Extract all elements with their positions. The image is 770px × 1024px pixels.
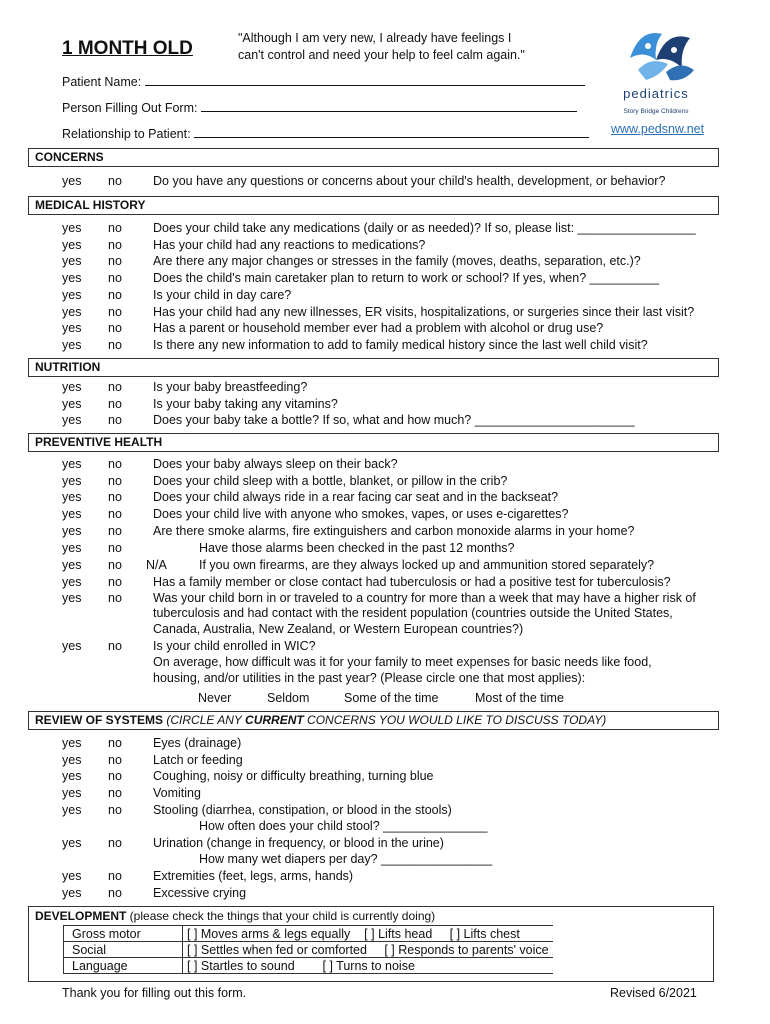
question-text: Is your baby breastfeeding? <box>153 380 308 394</box>
dev-label: Language <box>64 958 183 974</box>
yes-option[interactable]: yes <box>62 221 82 235</box>
question-text: Does your child live with anyone who smokes, vapes, or uses e-cigarettes? <box>153 507 569 521</box>
patient-name-field[interactable] <box>62 74 585 89</box>
no-option[interactable]: no <box>108 803 122 817</box>
no-option[interactable]: no <box>108 507 122 521</box>
page-title: 1 MONTH OLD <box>62 38 193 59</box>
yes-option[interactable]: yes <box>62 541 82 555</box>
question-text: Has a family member or close contact had tuberculosis or had a positive test for tuberculosis? <box>153 575 671 589</box>
checkbox-moves-arms[interactable]: [ ] Moves arms & legs equally <box>187 926 351 941</box>
option-most-of-the-time[interactable]: Most of the time <box>475 691 564 705</box>
no-option[interactable]: no <box>108 541 122 555</box>
dev-row-language <box>64 958 553 974</box>
question-text: Does your baby always sleep on their back? <box>153 457 398 471</box>
question-text: tuberculosis and had contact with the resident population (countries outside the United States, <box>153 606 673 620</box>
no-option[interactable]: no <box>108 836 122 850</box>
section-concerns: CONCERNS <box>28 148 719 167</box>
yes-option[interactable]: yes <box>62 836 82 850</box>
ros-item: Excessive crying <box>153 886 247 900</box>
no-option[interactable]: no <box>108 321 122 335</box>
dev-items <box>183 926 553 942</box>
yes-option[interactable]: yes <box>62 639 82 653</box>
no-option[interactable]: no <box>108 524 122 538</box>
yes-option[interactable]: yes <box>62 254 82 268</box>
yes-option[interactable]: yes <box>62 803 82 817</box>
yes-option[interactable]: yes <box>62 321 82 335</box>
yes-option[interactable]: yes <box>62 490 82 504</box>
dev-items <box>183 958 553 974</box>
question-text: Are there smoke alarms, fire extinguishers and carbon monoxide alarms in your home? <box>153 524 635 538</box>
question-text: Does your child take any medications (daily or as needed)? If so, please list: _________________ <box>153 221 696 235</box>
yes-option[interactable]: yes <box>62 769 82 783</box>
no-option[interactable]: no <box>108 769 122 783</box>
question-text: Does your child sleep with a bottle, blanket, or pillow in the crib? <box>153 474 508 488</box>
no-option[interactable]: no <box>108 753 122 767</box>
no-option[interactable]: no <box>108 490 122 504</box>
yes-option[interactable]: yes <box>62 507 82 521</box>
yes-option[interactable]: yes <box>62 591 82 605</box>
question-text: Are there any major changes or stresses in the family (moves, deaths, separation, etc.)? <box>153 254 641 268</box>
question-text: Is your baby taking any vitamins? <box>153 397 338 411</box>
yes-option[interactable]: yes <box>62 397 82 411</box>
logo-sub: Story Bridge Childrens <box>623 108 689 115</box>
no-option[interactable]: no <box>108 380 122 394</box>
question-text: On average, how difficult was it for your family to meet expenses for basic needs like food, <box>153 655 652 669</box>
no-option[interactable]: no <box>108 305 122 319</box>
question-text: Has a parent or household member ever had a problem with alcohol or drug use? <box>153 321 604 335</box>
header-quote: "Although I am very new, I already have feelings I can't control and need your help to feel calm again." <box>238 31 525 62</box>
question-text: Is your child enrolled in WIC? <box>153 639 316 653</box>
ros-item: Eyes (drainage) <box>153 736 242 750</box>
no-option[interactable]: no <box>108 869 122 883</box>
question-text: Has your child had any new illnesses, ER visits, hospitalizations, or surgeries since their last visit? <box>153 305 695 319</box>
question-text: Do you have any questions or concerns about your child's health, development, or behavior? <box>153 174 666 188</box>
no-option[interactable]: no <box>108 591 122 605</box>
no-option[interactable]: no <box>108 786 122 800</box>
yes-option[interactable]: yes <box>62 474 82 488</box>
no-option[interactable]: no <box>108 457 122 471</box>
question-text: Is your child in day care? <box>153 288 292 302</box>
no-option[interactable]: no <box>108 338 122 352</box>
section-preventive-health: PREVENTIVE HEALTH <box>28 433 719 452</box>
development-subtitle: (please check the things that your child is currently doing) <box>126 909 436 923</box>
ros-subtitle-pre: (CIRCLE ANY <box>166 713 246 727</box>
option-never[interactable]: Never <box>198 691 232 705</box>
question-text: Is there any new information to add to family medical history since the last well child visit? <box>153 338 648 352</box>
section-medical-history: MEDICAL HISTORY <box>28 196 719 215</box>
question-text: If you own firearms, are they always locked up and ammunition stored separately? <box>199 558 655 572</box>
section-nutrition: NUTRITION <box>28 358 719 377</box>
section-development <box>28 906 714 982</box>
option-some-of-the-time[interactable]: Some of the time <box>344 691 439 705</box>
no-option[interactable]: no <box>108 639 122 653</box>
checkbox-lifts-chest[interactable]: [ ] Lifts chest <box>449 926 520 941</box>
relationship-line[interactable] <box>194 126 589 138</box>
yes-option[interactable]: yes <box>62 457 82 471</box>
no-option[interactable]: no <box>108 238 122 252</box>
footer-thanks: Thank you for filling out this form. <box>62 986 247 1000</box>
dev-items <box>183 942 553 958</box>
relationship-field[interactable] <box>62 126 589 141</box>
yes-option[interactable]: yes <box>62 786 82 800</box>
logo-text: pediatrics <box>623 86 689 101</box>
ros-item: Extremities (feet, legs, arms, hands) <box>153 869 354 883</box>
checkbox-lifts-head[interactable]: [ ] Lifts head <box>364 926 433 941</box>
no-option[interactable]: no <box>108 271 122 285</box>
yes-option[interactable]: yes <box>62 753 82 767</box>
person-filling-label: Person Filling Out Form: <box>62 101 198 115</box>
yes-option[interactable]: yes <box>62 575 82 589</box>
whale-icon <box>610 20 702 120</box>
question-text: housing, and/or utilities in the past year? (Please circle one that most applies): <box>153 671 586 685</box>
ros-item: Coughing, noisy or difficulty breathing, turning blue <box>153 769 434 783</box>
ros-item: How many wet diapers per day? ________________ <box>199 852 493 866</box>
no-option[interactable]: no <box>108 221 122 235</box>
dev-label: Gross motor <box>64 926 183 942</box>
no-option[interactable]: no <box>108 575 122 589</box>
development-table <box>63 925 553 974</box>
ros-item: How often does your child stool? _______________ <box>199 819 488 833</box>
person-filling-line[interactable] <box>201 100 577 112</box>
question-text: Does the child's main caretaker plan to return to work or school? If yes, when? __________ <box>153 271 660 285</box>
person-filling-field[interactable] <box>62 100 577 115</box>
footer-revised: Revised 6/2021 <box>610 986 697 1000</box>
ros-item: Vomiting <box>153 786 201 800</box>
relationship-label: Relationship to Patient: <box>62 127 191 141</box>
no-option[interactable]: no <box>108 254 122 268</box>
no-option[interactable]: no <box>108 736 122 750</box>
question-text: Does your baby take a bottle? If so, what and how much? _______________________ <box>153 413 635 427</box>
ros-title: REVIEW OF SYSTEMS <box>35 713 164 727</box>
no-option[interactable]: no <box>108 397 122 411</box>
checkbox-responds-voice[interactable]: [ ] Responds to parents' voice <box>384 942 549 957</box>
yes-option[interactable]: yes <box>62 174 82 188</box>
checkbox-startles[interactable]: [ ] Startles to sound <box>187 958 295 973</box>
yes-option[interactable]: yes <box>62 736 82 750</box>
development-title: DEVELOPMENT <box>35 909 127 923</box>
no-option[interactable]: no <box>108 288 122 302</box>
no-option[interactable]: no <box>108 174 122 188</box>
section-review-of-systems <box>28 711 719 730</box>
dev-row-social <box>64 942 553 958</box>
no-option[interactable]: no <box>108 886 122 900</box>
question-text: Have those alarms been checked in the past 12 months? <box>199 541 515 555</box>
dev-row-gross-motor <box>64 926 553 942</box>
ros-item: Stooling (diarrhea, constipation, or blood in the stools) <box>153 803 452 817</box>
dev-label: Social <box>64 942 183 958</box>
yes-option[interactable]: yes <box>62 869 82 883</box>
na-option[interactable]: N/A <box>146 558 167 572</box>
option-seldom[interactable]: Seldom <box>267 691 310 705</box>
ros-item: Latch or feeding <box>153 753 243 767</box>
question-text: Was your child born in or traveled to a country for more than a week that may have a higher risk of <box>153 591 696 605</box>
ros-subtitle-post: CONCERNS YOU WOULD LIKE TO DISCUSS TODAY) <box>303 713 607 727</box>
question-text: Canada, Australia, New Zealand, or Western European countries?) <box>153 622 524 636</box>
yes-option[interactable]: yes <box>62 238 82 252</box>
no-option[interactable]: no <box>108 413 122 427</box>
patient-name-label: Patient Name: <box>62 75 142 89</box>
checkbox-turns-noise[interactable]: [ ] Turns to noise <box>322 958 415 973</box>
yes-option[interactable]: yes <box>62 558 82 572</box>
yes-option[interactable]: yes <box>62 524 82 538</box>
yes-option[interactable]: yes <box>62 288 82 302</box>
yes-option[interactable]: yes <box>62 338 82 352</box>
checkbox-settles[interactable]: [ ] Settles when fed or comforted <box>187 942 367 957</box>
question-text: Has your child had any reactions to medications? <box>153 238 426 252</box>
no-option[interactable]: no <box>108 558 122 572</box>
ros-subtitle-bold: CURRENT <box>245 713 304 727</box>
pediatrics-logo <box>610 20 702 120</box>
yes-option[interactable]: yes <box>62 305 82 319</box>
yes-option[interactable]: yes <box>62 886 82 900</box>
website-link[interactable]: www.pedsnw.net <box>611 122 705 136</box>
ros-item: Urination (change in frequency, or blood in the urine) <box>153 836 444 850</box>
question-text: Does your child always ride in a rear facing car seat and in the backseat? <box>153 490 559 504</box>
no-option[interactable]: no <box>108 474 122 488</box>
patient-name-line[interactable] <box>145 74 585 86</box>
yes-option[interactable]: yes <box>62 380 82 394</box>
yes-option[interactable]: yes <box>62 413 82 427</box>
yes-option[interactable]: yes <box>62 271 82 285</box>
development-header <box>35 909 435 923</box>
